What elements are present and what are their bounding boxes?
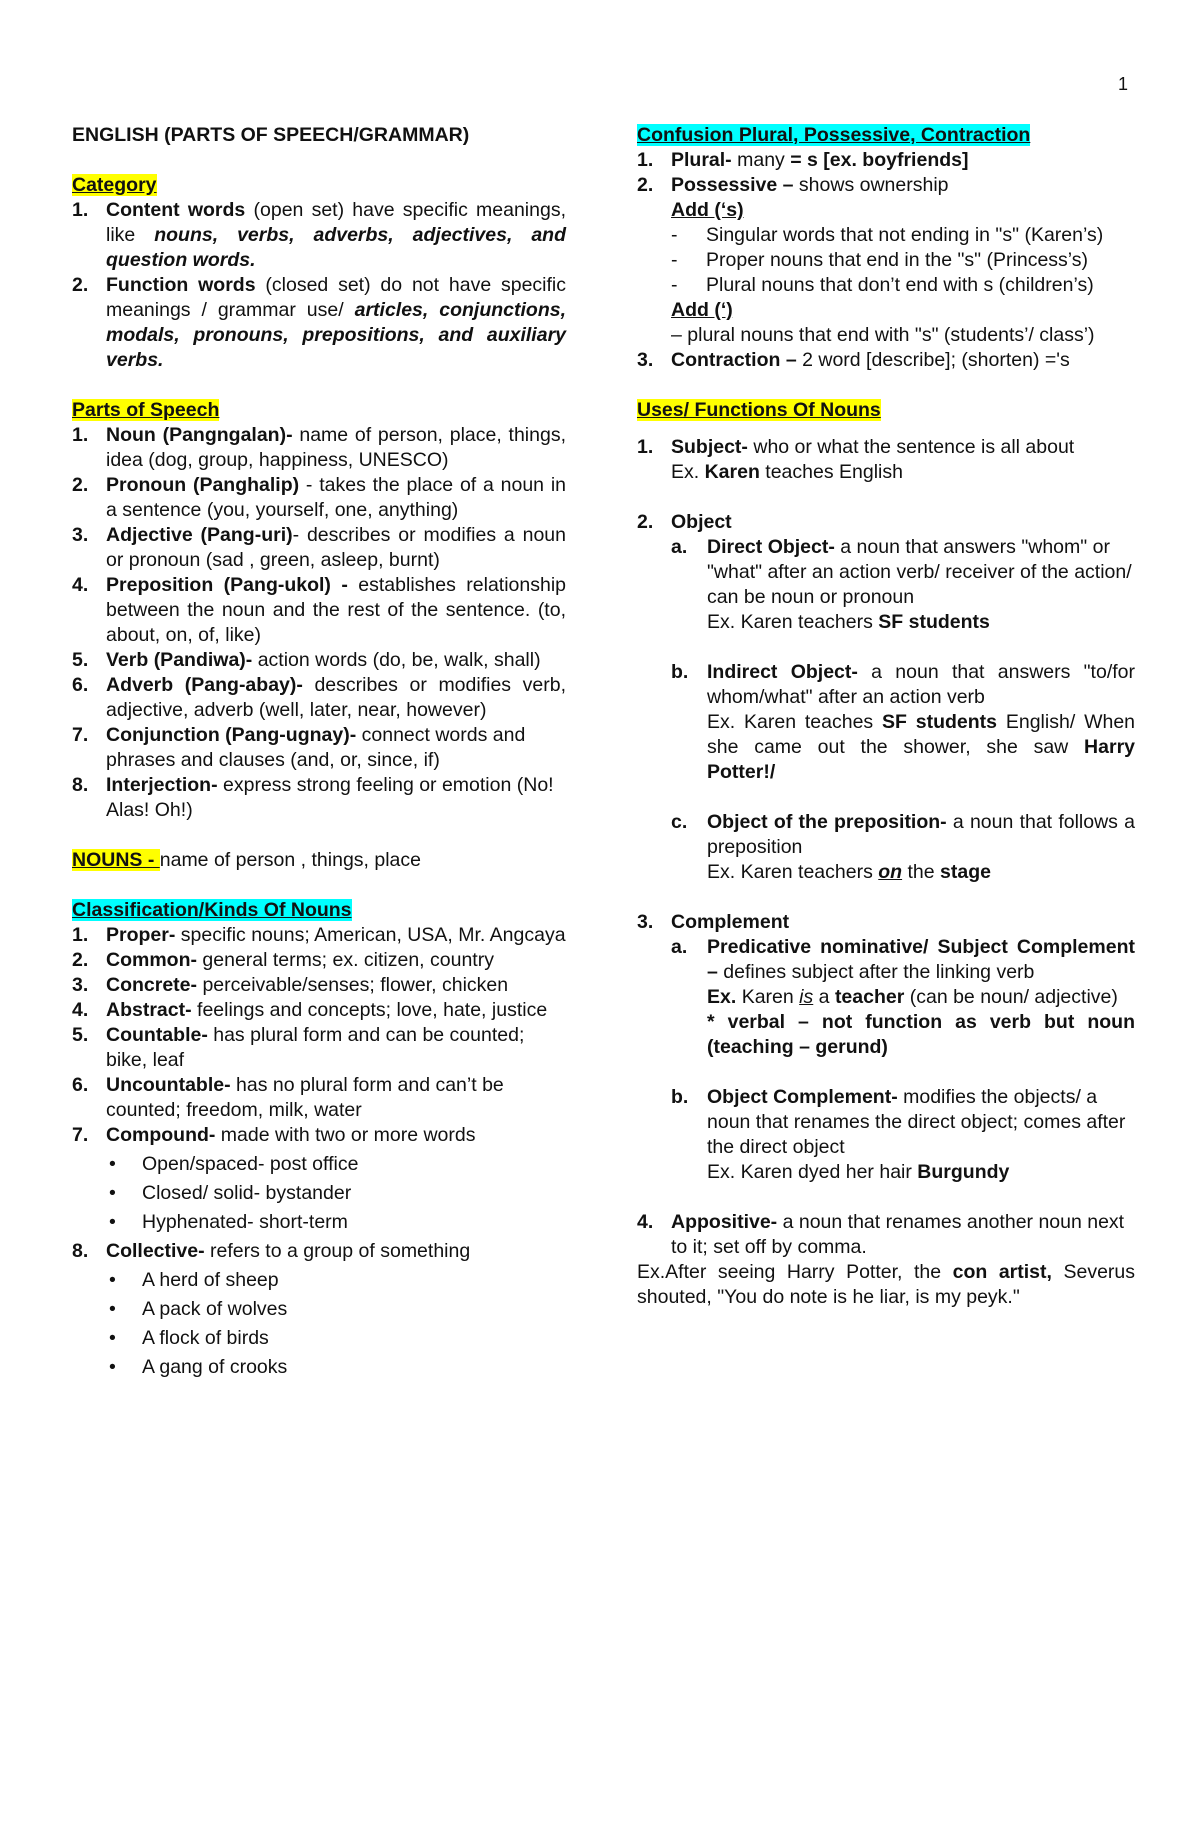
uses-heading: Uses/ Functions Of Nouns xyxy=(637,399,881,421)
add-apostrophe-text: – plural nouns that end with "s" (students’/ class’) xyxy=(671,324,1095,346)
list-item: b. Indirect Object- a noun that answers "to/for whom/what" after an action verb Ex. Karen teaches SF students English/ When she came out the shower, she saw Harry Potter!/ xyxy=(671,661,1136,783)
list-item: 3. Complement a. Predicative nominative/ Subject Complement – defines subject after the linking verb Ex. Karen is a teacher (can be noun/ adjective) * verbal – not function as verb but noun (teaching – gerund) b. Object Complement- modifies the objects/ a noun that renames the direct object; comes after the direct object Ex. Karen dyed her hair Burgundy xyxy=(637,911,1135,1183)
list-item: 8. Interjection- express strong feeling or emotion (No! Alas! Oh!) xyxy=(72,774,554,821)
bullet-item: • Hyphenated- short-term xyxy=(106,1210,566,1235)
list-item: 4. Preposition (Pang-ukol) - establishes relationship between the noun and the rest of the sentence. (to, about, on, of, like) xyxy=(72,574,566,646)
list-item: - Singular words that not ending in "s" (Karen’s) xyxy=(671,223,1135,248)
confusion-heading: Confusion Plural, Possessive, Contraction xyxy=(637,124,1031,146)
list-item: 1. Subject- who or what the sentence is all about Ex. Karen teaches English xyxy=(637,436,1075,483)
list-item: 1. Content words (open set) have specific meanings, like nouns, verbs, adverbs, adjectives, and question words. xyxy=(72,199,566,271)
list-item: 2. Object a. Direct Object- a noun that answers "whom" or "what" after an action verb/ receiver of the action/ can be noun or pronoun Ex. Karen teachers SF students b. Indirect Object- a noun that answers "to/for whom/what" after an action verb Ex. Karen teaches SF students English/ When she came out the shower, she saw Harry Potter!/ c. Object of the preposition- a noun that follows a preposition Ex. Karen teachers on the stage xyxy=(637,511,1136,883)
bullet-item: • A gang of crooks xyxy=(106,1355,566,1380)
add-s-list xyxy=(671,223,1135,298)
list-item: 1. Plural- many = s [ex. boyfriends] xyxy=(637,149,969,171)
list-item: a. Direct Object- a noun that answers "whom" or "what" after an action verb/ receiver of the action/ can be noun or pronoun Ex. Karen teachers SF students xyxy=(671,536,1132,633)
category-list xyxy=(72,198,566,373)
list-item: 2. Common- general terms; ex. citizen, country xyxy=(72,949,494,971)
right-column xyxy=(637,123,1135,1310)
list-item: a. Predicative nominative/ Subject Complement – defines subject after the linking verb Ex. Karen is a teacher (can be noun/ adjective) * verbal – not function as verb but noun (teaching – gerund) xyxy=(671,936,1135,1058)
document-title: ENGLISH (PARTS OF SPEECH/GRAMMAR) xyxy=(72,124,470,146)
list-item: 7. Compound- made with two or more words • Open/spaced- post office • Closed/ solid- bystander • Hyphenated- short-term xyxy=(72,1123,566,1235)
list-item: b. Object Complement- modifies the objects/ a noun that renames the direct object; comes after the direct object Ex. Karen dyed her hair Burgundy xyxy=(671,1086,1126,1183)
bullet-item: • Open/spaced- post office xyxy=(106,1152,566,1177)
list-item: - Plural nouns that don’t end with s (children’s) xyxy=(671,273,1135,298)
collective-bullets xyxy=(106,1268,566,1380)
parts-of-speech-heading: Parts of Speech xyxy=(72,399,220,421)
list-item: 2. Pronoun (Panghalip) - takes the place of a noun in a sentence (you, yourself, one, anything) xyxy=(72,474,566,521)
bullet-item: • A flock of birds xyxy=(106,1326,566,1351)
list-item: 3. Contraction – 2 word [describe]; (shorten) ='s xyxy=(637,349,1070,371)
list-item: 5. Verb (Pandiwa)- action words (do, be, walk, shall) xyxy=(72,649,541,671)
verbal-note: * verbal – not function as verb but noun (teaching – gerund) xyxy=(707,1011,1135,1058)
list-item: 1. Proper- specific nouns; American, USA, Mr. Angcaya xyxy=(72,924,566,946)
appositive-example: Ex.After seeing Harry Potter, the con artist, Severus shouted, "You do note is he liar, is my peyk." xyxy=(637,1261,1136,1308)
list-item: 3. Concrete- perceivable/senses; flower, chicken xyxy=(72,974,509,996)
nouns-heading: NOUNS - xyxy=(72,849,160,871)
add-s-heading: Add (‘s) xyxy=(671,199,744,221)
classification-heading: Classification/Kinds Of Nouns xyxy=(72,899,352,921)
list-item: 5. Countable- has plural form and can be counted; bike, leaf xyxy=(72,1024,525,1071)
page-number: 1 xyxy=(1117,74,1128,94)
list-item: 2. Possessive – shows ownership Add (‘s) - Singular words that not ending in "s" (Karen’s) - Proper nouns that end in the "s" (Princess’s) - Plural nouns that don’t end with s (children’s) Add (‘) – plural nouns that end with "s" (students’/ class’) xyxy=(637,173,1135,348)
nouns-definition: NOUNS - name of person , things, place xyxy=(72,849,421,871)
list-item: 4. Abstract- feelings and concepts; love, hate, justice xyxy=(72,999,548,1021)
category-heading: Category xyxy=(72,174,157,196)
add-apostrophe-heading: Add (‘) xyxy=(671,299,733,321)
list-item: 4. Appositive- a noun that renames another noun next to it; set off by comma. xyxy=(637,1211,1125,1258)
list-item: c. Object of the preposition- a noun that follows a preposition Ex. Karen teachers on the stage xyxy=(671,811,1135,883)
list-item: 8. Collective- refers to a group of something • A herd of sheep • A pack of wolves • A flock of birds • A gang of crooks xyxy=(72,1239,566,1380)
compound-bullets xyxy=(106,1152,566,1235)
list-item: - Proper nouns that end in the "s" (Princess’s) xyxy=(671,248,1135,273)
classification-list xyxy=(72,923,566,1380)
bullet-item: • A herd of sheep xyxy=(106,1268,566,1293)
complement-sublist xyxy=(671,935,1135,1185)
bullet-item: • A pack of wolves xyxy=(106,1297,566,1322)
confusion-list xyxy=(637,148,1135,373)
bullet-item: • Closed/ solid- bystander xyxy=(106,1181,566,1206)
parts-of-speech-list xyxy=(72,423,566,823)
list-item: 6. Adverb (Pang-abay)- describes or modifies verb, adjective, adverb (well, later, near, however) xyxy=(72,674,566,721)
uses-list xyxy=(637,435,1135,485)
object-sublist xyxy=(671,535,1135,885)
list-item: 1. Noun (Pangngalan)- name of person, place, things, idea (dog, group, happiness, UNESCO) xyxy=(72,424,566,471)
list-item: 7. Conjunction (Pang-ugnay)- connect words and phrases and clauses (and, or, since, if) xyxy=(72,724,526,771)
list-item: 6. Uncountable- has no plural form and can’t be counted; freedom, milk, water xyxy=(72,1074,504,1121)
left-column xyxy=(72,123,566,1384)
list-item: 2. Function words (closed set) do not have specific meanings / grammar use/ articles, conjunctions, modals, pronouns, prepositions, and auxiliary verbs. xyxy=(72,274,567,371)
list-item: 3. Adjective (Pang-uri)- describes or modifies a noun or pronoun (sad , green, asleep, burnt) xyxy=(72,524,566,571)
